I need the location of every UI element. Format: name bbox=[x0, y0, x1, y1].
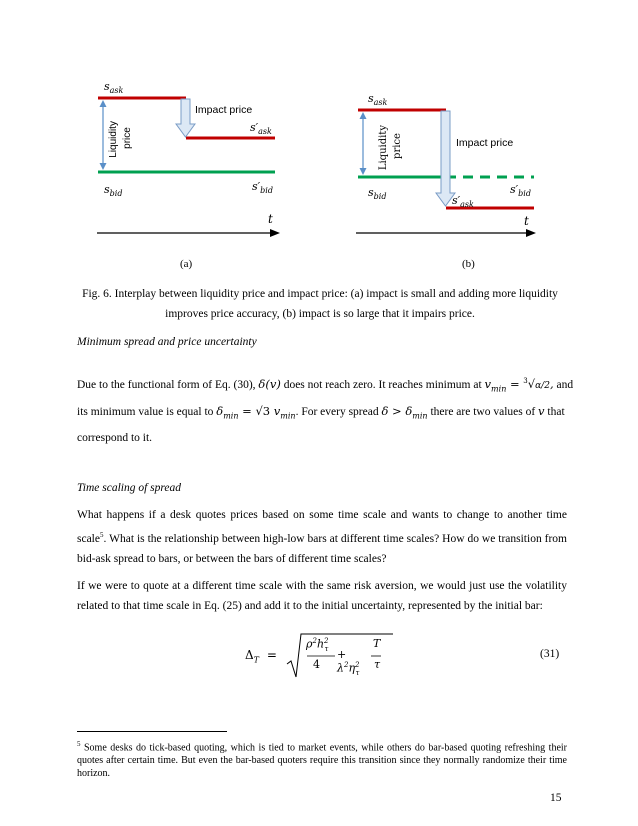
axis-label-t-b: t bbox=[524, 214, 529, 228]
v-min-formula: $v_{min} = ^3√\alpha/2$, bbox=[484, 376, 554, 394]
section-heading-minimum-spread: Minimum spread and price uncertainty bbox=[77, 336, 257, 348]
equation-number: (31) bbox=[540, 648, 560, 660]
label-s-ask-b: $s_{ask}$ bbox=[368, 92, 388, 108]
caption-line-1: Fig. 6. Interplay between liquidity price and impact price: (a) impact is small and adding more liquidity bbox=[82, 288, 558, 300]
para-line-2: its minimum value is equal to $\delta_{min} = √3$ $v_{min}$. For every spread $\delta > \delta_{min}$ there are two values of v that bbox=[77, 404, 565, 421]
label-s-bid-prime-a: $s'_{bid}$ bbox=[252, 180, 273, 196]
para-line-3: correspond to it. bbox=[77, 432, 153, 445]
figure-caption bbox=[60, 284, 580, 324]
caption-line-2: improves price accuracy, (b) impact is so large that it impairs price. bbox=[165, 308, 475, 320]
delta-inequality: $\delta > \delta_{min}$ bbox=[381, 404, 428, 421]
label-s-bid-a: $s_{bid}$ bbox=[104, 183, 123, 199]
liquidity-label: Liquidity price bbox=[378, 125, 403, 171]
liquidity-label: Liquidity price bbox=[108, 121, 133, 158]
label-s-ask-a: $s_{ask}$ bbox=[104, 80, 124, 96]
v-symbol: v bbox=[538, 404, 545, 419]
label-s-bid-prime-b: $s'_{bid}$ bbox=[510, 183, 531, 199]
paragraph-time-scale-2: If we were to quote at a different time scale with the same risk aversion, we would just use the volatility related to that time scale in Eq. (25) and add it to the initial uncertainty, represented by the initial bar: bbox=[77, 580, 567, 612]
label-s-ask-prime-b: $s'_{ask}$ bbox=[452, 194, 474, 210]
footnote-text: Some desks do tick-based quoting, which is tied to market events, while others do bar-based quoting refreshing their quotes after certain time. But even the bar-based quoters require this transition since they normally randomize their time horizon. bbox=[77, 742, 567, 780]
paragraph-minimum bbox=[77, 370, 574, 449]
para-line-1: Due to the functional form of Eq. (30), δ(v) does not reach zero. It reaches minimum at $v_{min} = ^3√\alpha/2$, and bbox=[77, 376, 574, 394]
label-s-ask-prime-a: $s'_{ask}$ bbox=[250, 121, 272, 137]
footnote-divider bbox=[77, 731, 227, 732]
delta-v: δ(v) bbox=[258, 376, 281, 391]
footnote-mark: 5 bbox=[77, 740, 81, 748]
equation-31-middle: + $\lambda^2\eta^2_\tau$ bbox=[337, 648, 360, 677]
equation-31-tau: τ bbox=[374, 658, 381, 671]
equation-31-lhs: $\Delta_T$ = bbox=[245, 648, 277, 665]
panel-caption-b: (b) bbox=[462, 258, 475, 270]
footnote bbox=[77, 738, 567, 780]
panel-caption-a: (a) bbox=[180, 258, 193, 270]
impact-arrow-icon bbox=[176, 99, 195, 137]
label-s-bid-b: $s_{bid}$ bbox=[368, 186, 387, 202]
equation-31-T: T bbox=[373, 637, 381, 650]
paragraph-time-scale-1: What happens if a desk quotes prices based on some time scale and wants to change to another time scale$^5$. What is the relationship between high-low bars at different time scales? How do we transition from bid-ask spread to bars, or between the bars of different time scales? bbox=[77, 509, 567, 565]
footnote-ref[interactable]: 5 bbox=[99, 531, 104, 539]
figure-panel-a bbox=[0, 0, 320, 280]
axis-label-t-a: t bbox=[268, 212, 273, 226]
equation-31-denominator: 4 bbox=[313, 658, 320, 671]
impact-label-a: Impact price bbox=[195, 104, 253, 116]
delta-min-formula: $\delta_{min} = √3$ $v_{min}$ bbox=[216, 404, 296, 421]
section-heading-time-scaling: Time scaling of spread bbox=[77, 482, 182, 494]
page-number: 15 bbox=[550, 792, 562, 804]
impact-arrow-icon bbox=[436, 111, 455, 206]
equation-31-numerator: $\rho^2h^2_\tau$ bbox=[306, 637, 329, 653]
impact-label-b: Impact price bbox=[456, 137, 514, 149]
